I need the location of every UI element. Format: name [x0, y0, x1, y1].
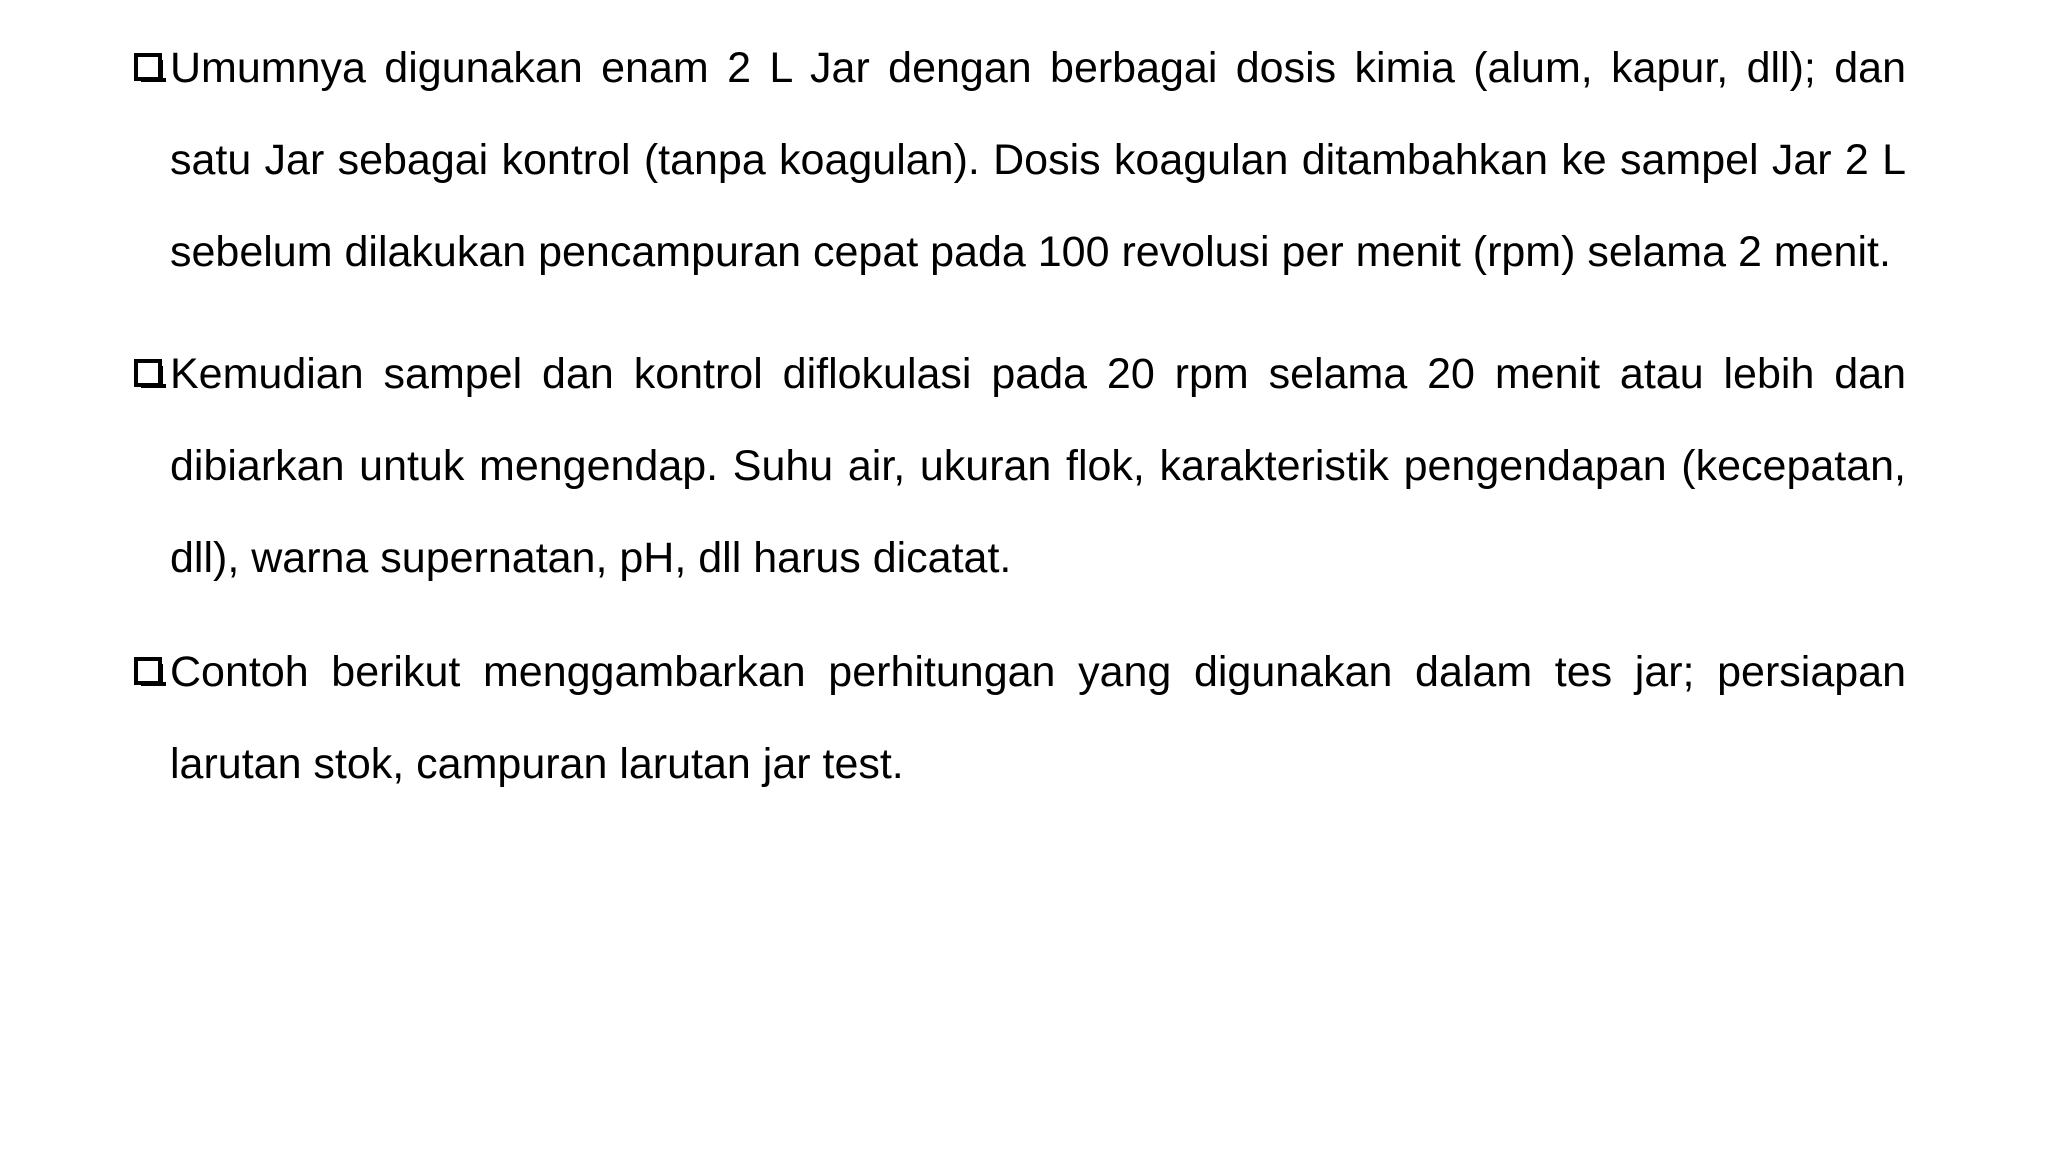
bullet-item — [134, 22, 1906, 298]
bullet-item — [134, 328, 1906, 604]
bullet-text: Umumnya digunakan enam 2 L Jar dengan berbagai dosis kimia (alum, kapur, dll); dan satu Jar sebagai kontrol (tanpa koagulan). Dosis koagulan ditambahkan ke sampel Jar 2 L sebelum dilakukan pencampuran cepat pada 100 revolusi per menit (rpm) selama 2 menit. — [170, 44, 1906, 276]
bullet-text: Contoh berikut menggambarkan perhitungan yang digunakan dalam tes jar; persiapan larutan stok, campuran larutan jar test. — [170, 648, 1906, 788]
checkbox-bullet-icon — [134, 53, 162, 81]
bullet-item — [134, 626, 1906, 810]
checkbox-bullet-icon — [134, 359, 162, 387]
bullet-list — [134, 22, 1906, 840]
checkbox-bullet-icon — [134, 657, 162, 685]
bullet-text: Kemudian sampel dan kontrol diflokulasi pada 20 rpm selama 20 menit atau lebih dan dibiarkan untuk mengendap. Suhu air, ukuran flok, karakteristik pengendapan (kecepatan, dll), warna supernatan, pH, dll harus dicatat. — [170, 350, 1906, 582]
